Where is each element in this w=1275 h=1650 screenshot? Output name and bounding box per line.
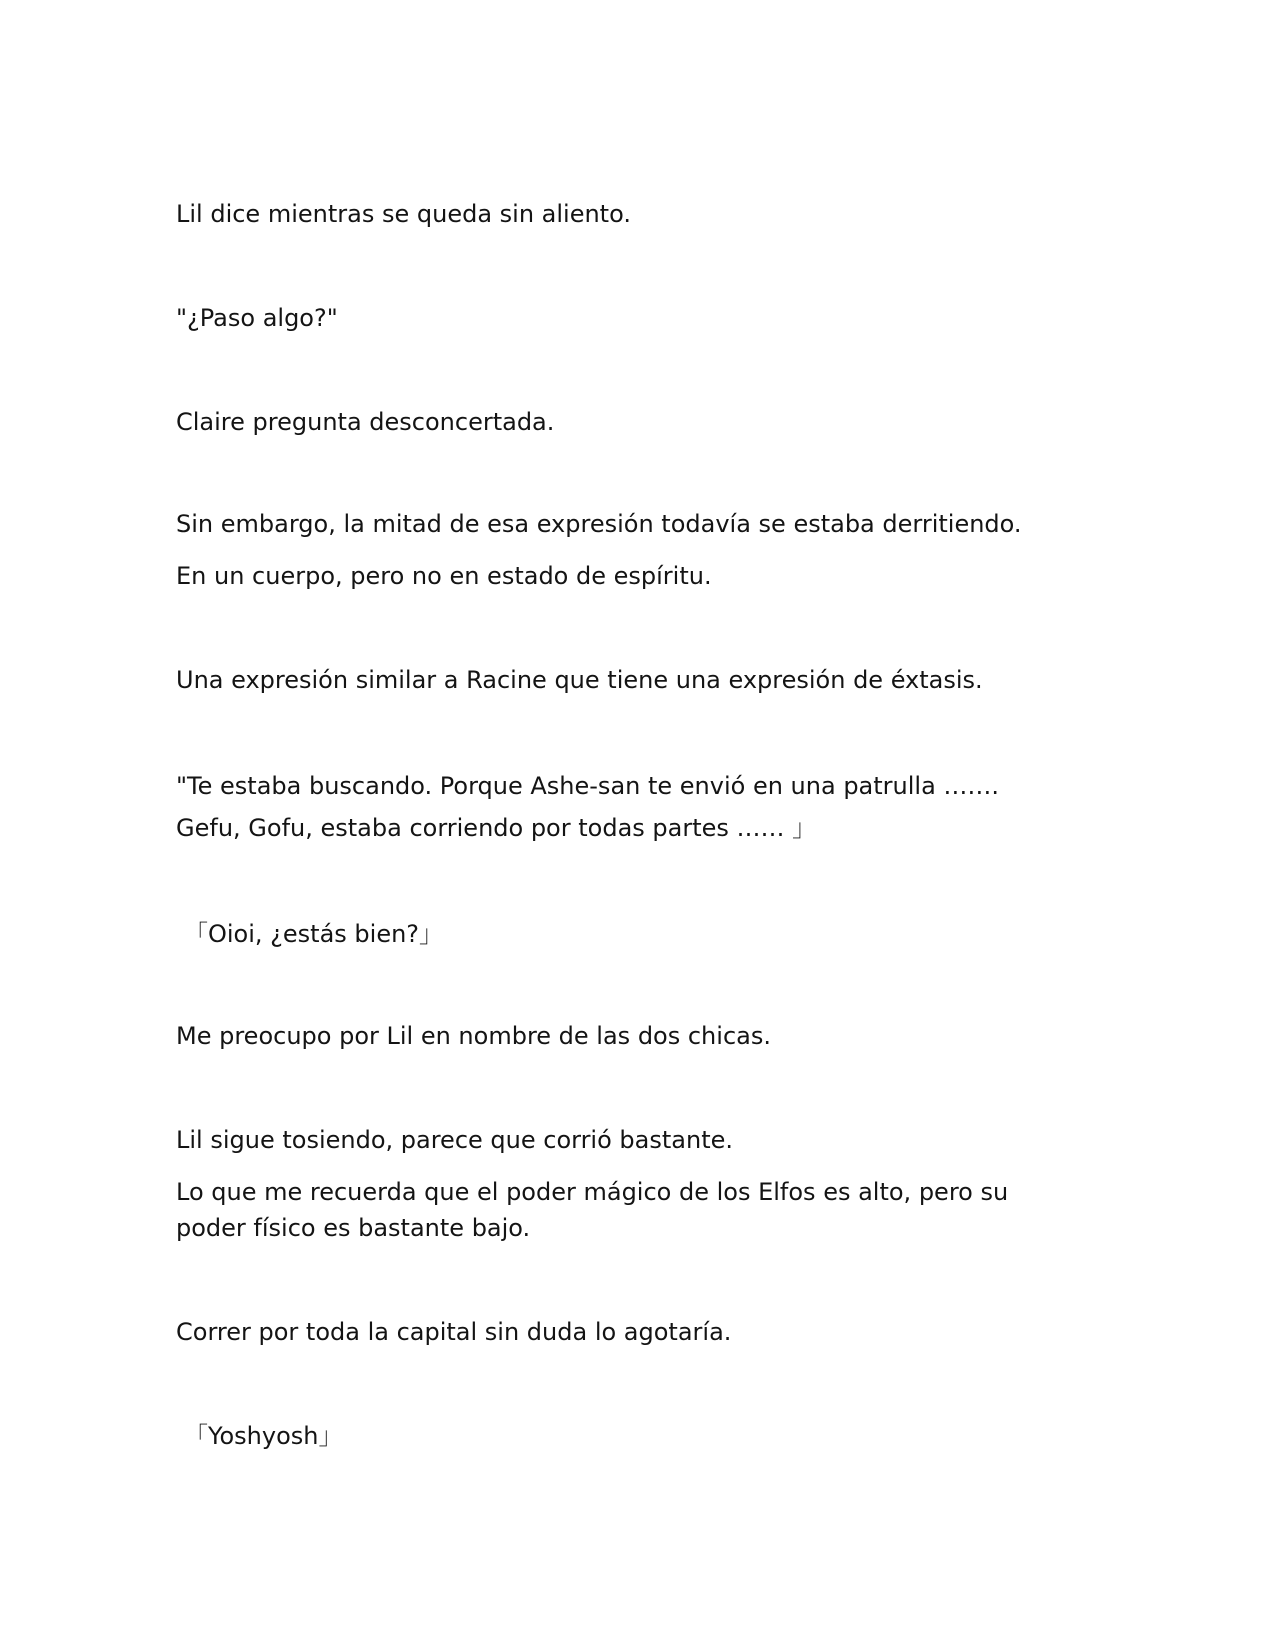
text-line: poder físico es bastante bajo. [176,1214,531,1242]
text-line: "Te estaba buscando. Porque Ashe-san te envió en una patrulla ……. [176,772,1000,800]
text-line: Lo que me recuerda que el poder mágico de los Elfos es alto, pero su [176,1178,1009,1206]
text-line: Gefu, Gofu, estaba corriendo por todas partes …… 」 [176,814,817,842]
text-line: En un cuerpo, pero no en estado de espíritu. [176,562,712,590]
text-line: Lil sigue tosiendo, parece que corrió bastante. [176,1126,733,1154]
text-line: Sin embargo, la mitad de esa expresión todavía se estaba derritiendo. [176,510,1022,538]
text-line: Me preocupo por Lil en nombre de las dos chicas. [176,1022,771,1050]
text-line: Claire pregunta desconcertada. [176,408,555,436]
text-line: 「Oioi, ¿estás bien?」 [184,920,444,948]
text-line: Lil dice mientras se queda sin aliento. [176,200,631,228]
text-line: 「Yoshyosh」 [184,1422,343,1450]
text-line: Correr por toda la capital sin duda lo agotaría. [176,1318,732,1346]
text-line: Una expresión similar a Racine que tiene una expresión de éxtasis. [176,666,983,694]
text-line: "¿Paso algo?" [176,304,338,332]
